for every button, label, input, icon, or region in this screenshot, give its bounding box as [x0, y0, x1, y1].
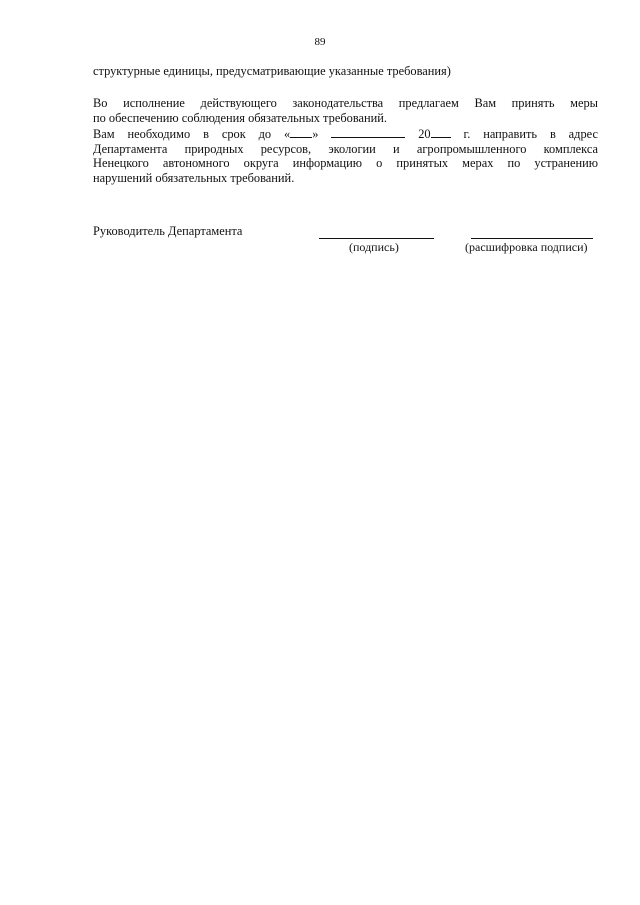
deadline-text-end: г. направить в адрес [463, 127, 598, 141]
deadline-text-start: Вам необходимо в срок до « [93, 127, 291, 141]
year-blank [431, 127, 451, 138]
month-blank [331, 127, 405, 138]
paragraph-deadline-line-2: Департамента природных ресурсов, экологии и агропромышленного комплекса [93, 141, 598, 156]
year-prefix: 20 [418, 127, 431, 141]
signature-caption: (подпись) [349, 240, 399, 254]
paragraph-deadline [93, 127, 598, 185]
paragraph-measures-line-2: по обеспечению соблюдения обязательных требований. [93, 110, 387, 125]
signature-decoding-line [471, 237, 593, 239]
signature-line [319, 237, 434, 239]
paragraph-measures-line-1: Во исполнение действующего законодательства предлагаем Вам принять меры [93, 96, 598, 110]
day-blank [290, 127, 312, 138]
deadline-quote-close: » [312, 127, 319, 141]
paragraph-deadline-line-4: нарушений обязательных требований. [93, 170, 295, 185]
page-number: 89 [314, 36, 326, 48]
signature-decoding-caption: (расшифровка подписи) [465, 240, 588, 254]
paragraph-measures [93, 96, 598, 125]
signer-role: Руководитель Департамента [93, 224, 243, 238]
signature-block [93, 224, 598, 264]
continuation-line: структурные единицы, предусматривающие указанные требования) [93, 64, 451, 78]
paragraph-deadline-line-3: Ненецкого автономного округа информацию о принятых мерах по устранению [93, 156, 598, 171]
paragraph-deadline-line-1 [93, 127, 598, 142]
